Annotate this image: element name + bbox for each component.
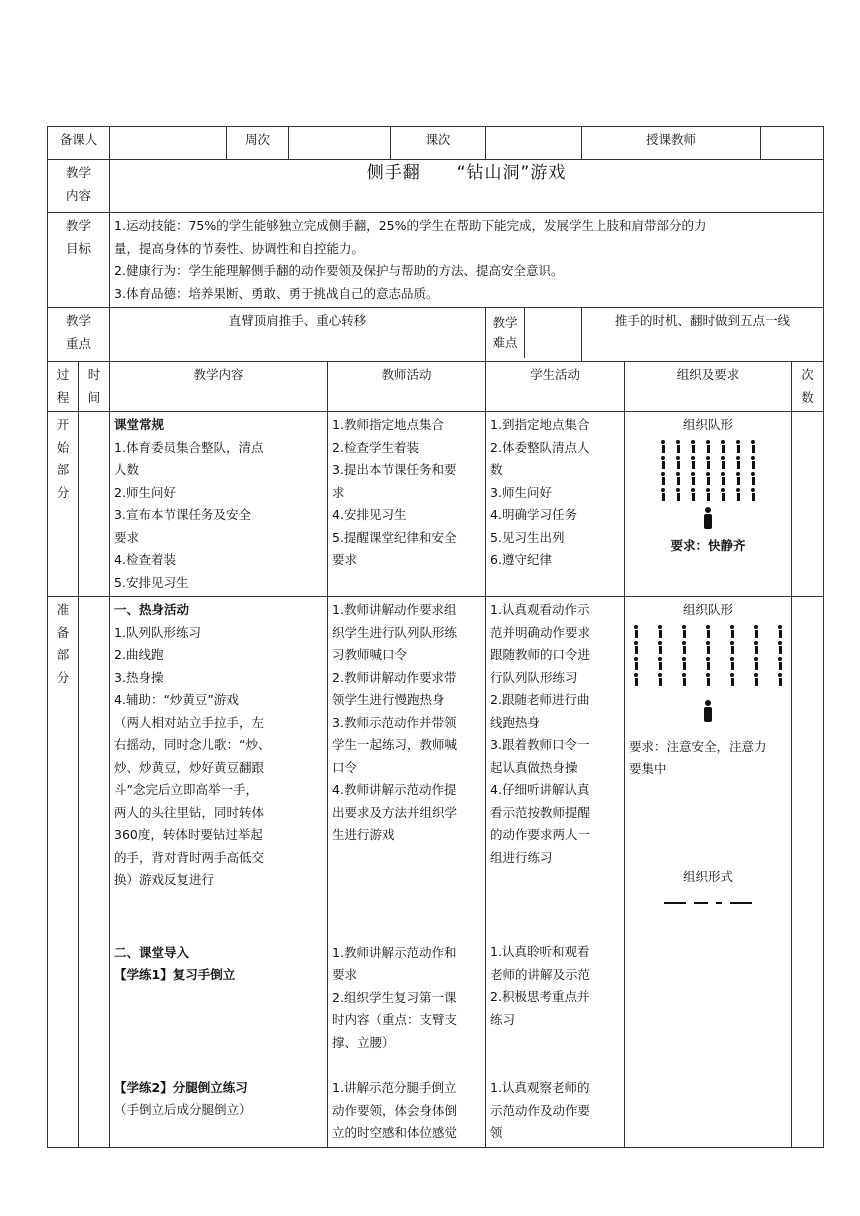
- teacher-icon: [702, 700, 714, 722]
- prep-org-title-2: 组织形式: [683, 868, 734, 884]
- teacher-label: 授课教师: [582, 127, 761, 160]
- start-org-requirement: 要求：快静齐: [670, 537, 746, 553]
- start-section-row: [48, 412, 824, 597]
- prep-org-requirement-l2: 要集中: [629, 761, 667, 776]
- exercise-2-title: 【学练2】分腿倒立练习: [114, 1079, 248, 1095]
- prep-times: [792, 597, 824, 1148]
- col-org: 组织及要求: [625, 362, 792, 412]
- student-icon: [660, 440, 666, 453]
- start-process: 开 始 部 分: [48, 412, 79, 597]
- prep-formation: [629, 625, 787, 722]
- col-student: 学生活动: [486, 362, 625, 412]
- column-header-row: [48, 362, 824, 412]
- header-row: [48, 127, 824, 160]
- goals-row: [48, 213, 824, 308]
- lesson-title: 侧手翻 “钻山洞”游戏: [110, 160, 824, 213]
- teacher-value: [761, 127, 824, 160]
- prep-org-title: 组织队形: [683, 602, 734, 617]
- preparer-label: 备课人: [48, 127, 110, 160]
- col-process: 过 程: [48, 362, 79, 412]
- lesson-value: [486, 127, 582, 160]
- start-content: 课堂常规 1.体育委员集合整队，清点 人数 2.师生问好 3.宣布本节课任务及安全 要求 4.检查着装 5.安排见习生: [110, 412, 328, 597]
- col-content: 教学内容: [110, 362, 328, 412]
- start-student: 1.到指定地点集合 2.体委整队清点人 数 3.师生问好 4.明确学习任务 5.见习生出列 6.遵守纪律: [486, 412, 625, 597]
- key-row: [48, 308, 824, 362]
- exercise-2-subtitle: （手倒立后成分腿倒立）: [114, 1102, 252, 1117]
- prep-time: [79, 597, 110, 1148]
- start-org-title: 组织队形: [683, 417, 734, 432]
- start-times: [792, 412, 824, 597]
- col-teacher: 教师活动: [328, 362, 486, 412]
- lesson-label: 课次: [391, 127, 486, 160]
- key-text: 直臂顶肩推手、重心转移: [110, 308, 486, 362]
- content-row: [48, 160, 824, 213]
- week-label: 周次: [227, 127, 289, 160]
- preparer-value: [110, 127, 227, 160]
- teacher-icon: [702, 507, 714, 529]
- formation-lines: [629, 902, 787, 904]
- prep-org: [625, 597, 792, 1148]
- col-time: 时 间: [79, 362, 110, 412]
- start-org: [625, 412, 792, 597]
- prep-section-row: [48, 597, 824, 1148]
- prep-student: 1.认真观看动作示 范并明确动作要求 跟随教师的口令进 行队列队形练习 2.跟随老师进行曲 线跑热身 3.跟着教师口令一 起认真做热身操 4.仔细听讲解认真 看示范按教师提醒 的动作要求两人一 组进行练习 1.认真聆听和观看 老师的讲解及示范 2.积极思考重点并 练习 1.认真观察老师的 示范动作及动作要 领: [486, 597, 625, 1148]
- difficulty-label: 教学 难点: [486, 308, 525, 358]
- content-label: 教学 内容: [48, 160, 110, 213]
- prep-content: 一、热身活动 1.队列队形练习 2.曲线跑 3.热身操 4.辅助：“炒黄豆”游戏 （两人相对站立手拉手，左 右摇动，同时念儿歌：“炒、 炒、炒黄豆，炒好黄豆翻跟 斗”念完后立即高举一手， 两人的头往里钻，同时转体 360度，转体时要钻过举起 的手，背对背时两手高低交 换）游戏反复进行 二、课堂导入 【学练1】复习手倒立 【学练2】分腿倒立练习 （手倒立后成分腿倒立）: [110, 597, 328, 1148]
- col-times: 次 数: [792, 362, 824, 412]
- prep-process: 准 备 部 分: [48, 597, 79, 1148]
- difficulty-text: 推手的时机、翻时做到五点一线: [582, 308, 824, 362]
- lesson-plan-table: [47, 126, 824, 1148]
- start-time: [79, 412, 110, 597]
- intro-heading: 二、课堂导入: [114, 944, 190, 960]
- exercise-1-title: 【学练1】复习手倒立: [114, 967, 236, 982]
- start-formation: [629, 440, 787, 529]
- goals-label: 教学 目标: [48, 213, 110, 308]
- start-teacher: 1.教师指定地点集合 2.检查学生着装 3.提出本节课任务和要 求 4.安排见习生 5.提醒课堂纪律和安全 要求: [328, 412, 486, 597]
- goals-text: 1.运动技能：75%的学生能够独立完成侧手翻，25%的学生在帮助下能完成，发展学生上肢和肩带部分的力 量，提高身体的节奏性、协调性和自控能力。 2.健康行为：学生能理解侧手翻的动作要领及保护与帮助的方法、提高安全意识。 3.体育品德：培养果断、勇敢、勇于挑战自己的意志品质。: [110, 213, 824, 308]
- prep-teacher: 1.教师讲解动作要求组 织学生进行队列队形练 习教师喊口令 2.教师讲解动作要求带 领学生进行慢跑热身 3.教师示范动作并带领 学生一起练习，教师喊 口令 4.教师讲解示范动作提 出要求及方法并组织学 生进行游戏 1.教师讲解示范动作和 要求 2.组织学生复习第一课 时内容（重点：支臂支 撑、立腰） 1.讲解示范分腿手倒立 动作要领，体会身体倒 立的时空感和体位感觉: [328, 597, 486, 1148]
- key-label: 教学 重点: [48, 308, 110, 362]
- prep-org-requirement-l1: 要求：注意安全，注意力: [629, 738, 767, 754]
- difficulty-wrap: [486, 308, 582, 362]
- week-value: [289, 127, 391, 160]
